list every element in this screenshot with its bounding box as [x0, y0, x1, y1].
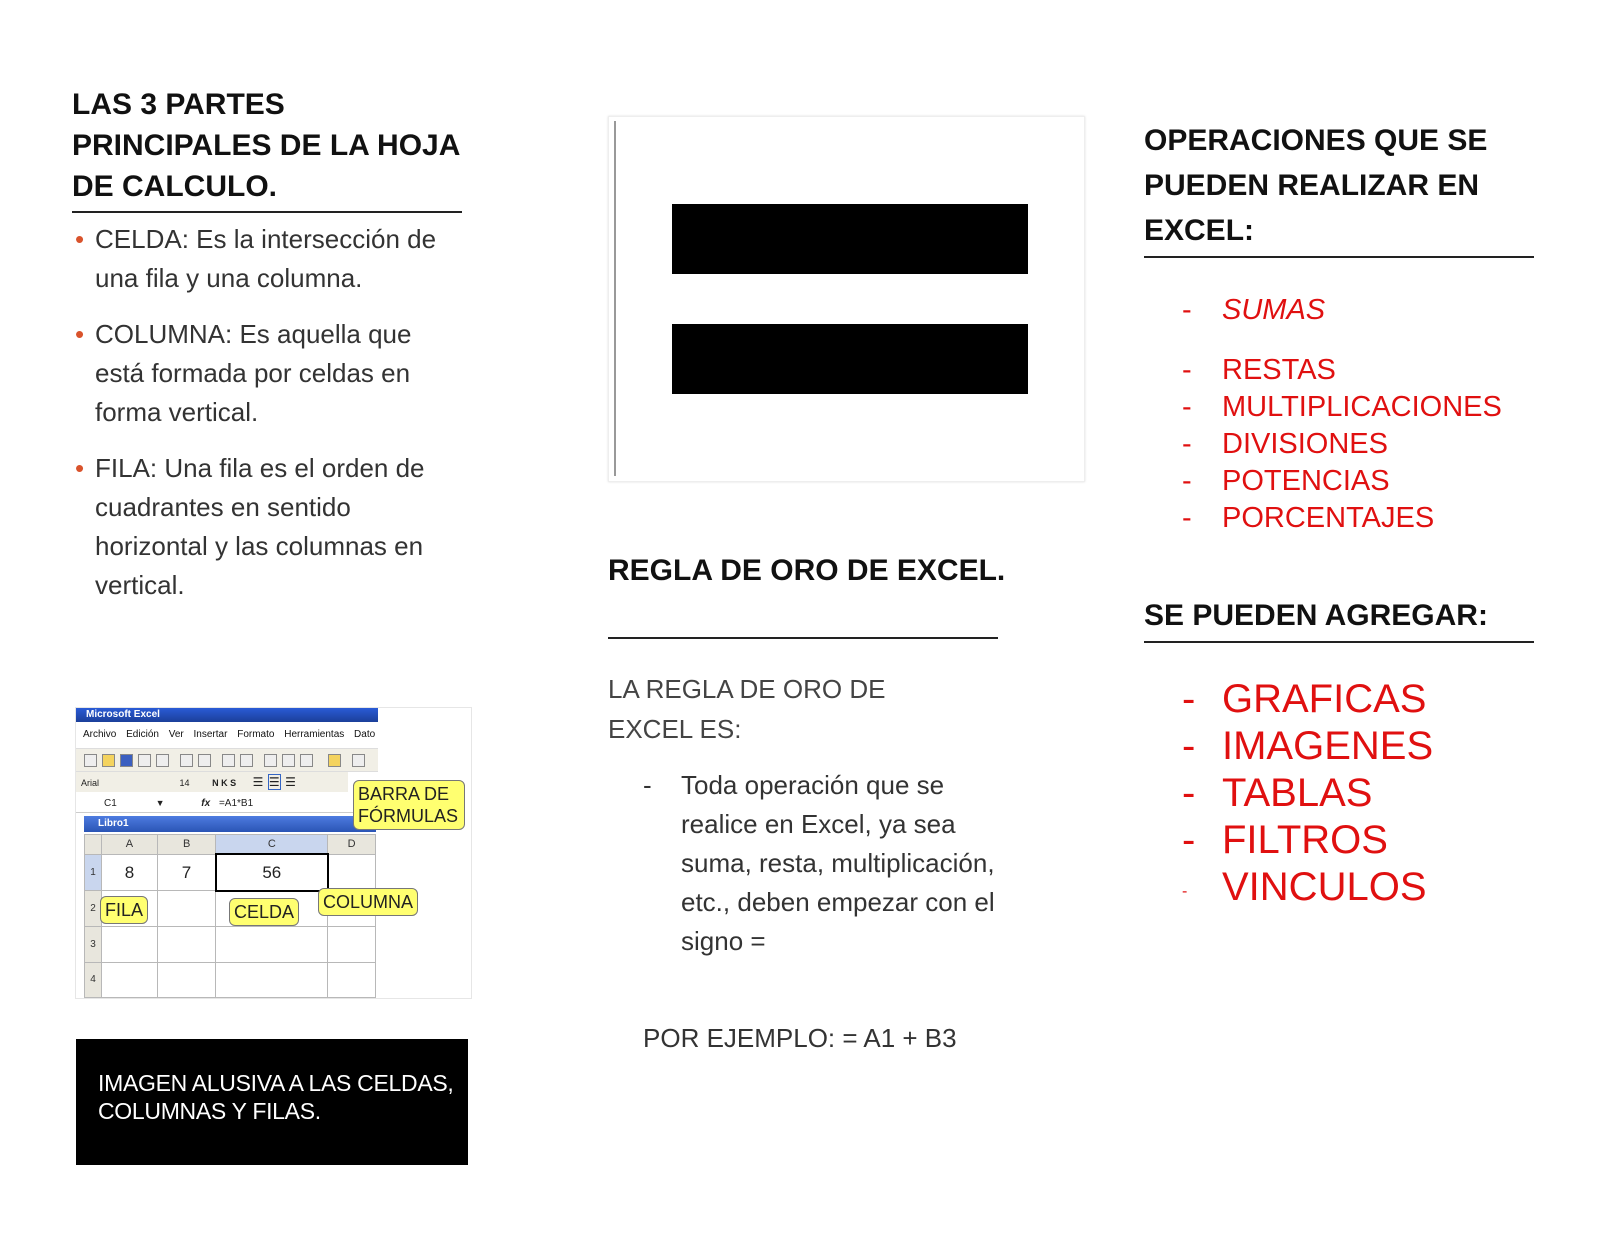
excel-titlebar: Microsoft Excel — [76, 708, 378, 722]
menu-item: Insertar — [193, 729, 228, 740]
callout-cell: CELDA — [229, 898, 299, 926]
operations-list — [1182, 352, 1502, 537]
spelling-icon — [222, 754, 235, 767]
undo-icon — [352, 754, 365, 767]
dash-marker: - — [1182, 465, 1192, 497]
operation-item: RESTAS — [1222, 354, 1336, 386]
golden-rule-intro: LA REGLA DE ORO DE EXCEL ES: — [608, 674, 886, 744]
definition-columna: COLUMNA: Es aquella que está formada por celdas en forma vertical. — [95, 319, 412, 427]
addition-item: GRAFICAS — [1222, 677, 1427, 721]
equals-bar-bottom — [672, 324, 1028, 394]
cell — [328, 927, 376, 962]
dash-marker: - — [1182, 818, 1196, 862]
dash-marker: - — [643, 770, 652, 800]
list-item — [1182, 426, 1502, 463]
cell — [157, 891, 216, 927]
title-underline — [1144, 641, 1534, 643]
list-item — [1182, 389, 1502, 426]
menu-item: Formato — [237, 729, 275, 740]
name-box: C1 — [104, 798, 117, 809]
section-title-parts: LAS 3 PARTES PRINCIPALES DE LA HOJA DE CALCULO. — [72, 88, 460, 203]
list-item — [1182, 500, 1502, 537]
cell-c1-selected: 56 — [216, 854, 328, 890]
email-icon — [156, 754, 169, 767]
section-title-operations: OPERACIONES QUE SE PUEDEN REALIZAR EN EXCEL: — [1144, 124, 1488, 247]
workbook-title: Libro1 — [84, 816, 376, 832]
cell-d1 — [328, 854, 376, 890]
align-center-icon: ☰ — [268, 775, 280, 789]
callout-row: FILA — [100, 896, 148, 924]
equals-bar-top — [672, 204, 1028, 274]
callout-formula-bar: BARRA DE FÓRMULAS — [353, 780, 465, 830]
operation-sumas: SUMAS — [1222, 294, 1326, 326]
cell-a1: 8 — [102, 854, 158, 890]
list-item — [1182, 817, 1433, 864]
image-caption-box — [76, 1039, 468, 1165]
operation-item: POTENCIAS — [1222, 465, 1390, 497]
dash-marker: - — [1182, 677, 1196, 721]
menu-item: Archivo — [83, 729, 117, 740]
list-item — [1182, 290, 1325, 330]
operation-item: MULTIPLICACIONES — [1222, 391, 1502, 423]
corner-header — [85, 835, 102, 855]
list-item — [1182, 723, 1433, 770]
frame-edge — [614, 121, 616, 476]
cut-icon — [264, 754, 277, 767]
operation-item: DIVISIONES — [1222, 428, 1388, 460]
column-header: A — [102, 835, 158, 855]
dash-marker: - — [1182, 771, 1196, 815]
cell — [216, 927, 328, 962]
excel-menubar — [76, 724, 378, 746]
addition-item: TABLAS — [1222, 771, 1373, 815]
section-title-golden-rule: REGLA DE ORO DE EXCEL. — [608, 554, 1006, 587]
format-painter-icon — [328, 754, 341, 767]
list-item — [1182, 770, 1433, 817]
excel-format-bar — [76, 772, 348, 792]
cell-b1: 7 — [157, 854, 216, 890]
dash-marker: - — [1182, 428, 1192, 460]
font-name-box: Arial — [81, 778, 100, 788]
save-icon — [120, 754, 133, 767]
chevron-down-icon: ▼ — [155, 798, 165, 808]
equals-sign-image — [608, 116, 1085, 482]
menu-item: Herramientas — [284, 729, 345, 740]
dash-marker: - — [1182, 354, 1192, 386]
section-title-additions: SE PUEDEN AGREGAR: — [1144, 599, 1488, 632]
bold-italic-underline-buttons: N K S — [212, 778, 237, 788]
bullet-icon: • — [75, 453, 85, 483]
function-icon: fx — [201, 798, 211, 809]
bullet-icon: • — [75, 319, 85, 349]
dash-marker: - — [1182, 391, 1192, 423]
list-item — [1182, 463, 1502, 500]
cell — [157, 962, 216, 997]
dash-marker: - — [1182, 502, 1192, 534]
image-caption: IMAGEN ALUSIVA A LAS CELDAS, COLUMNAS Y FILAS. — [98, 1070, 454, 1124]
menu-item: Edición — [126, 729, 159, 740]
cell — [102, 927, 158, 962]
dash-marker: - — [1182, 294, 1192, 326]
row-header: 4 — [85, 962, 102, 997]
list-item — [75, 220, 465, 298]
open-folder-icon — [102, 754, 115, 767]
menu-item: Dato — [354, 729, 376, 740]
callout-column: COLUMNA — [318, 888, 418, 916]
operations-list — [1182, 290, 1325, 330]
paste-icon — [300, 754, 313, 767]
addition-item: FILTROS — [1222, 818, 1388, 862]
dash-marker: - — [1182, 724, 1196, 768]
additions-list — [1182, 676, 1433, 911]
addition-item: VINCULOS — [1222, 865, 1427, 909]
list-item — [1182, 676, 1433, 723]
title-underline — [1144, 256, 1534, 258]
menu-item: Ver — [168, 729, 184, 740]
new-file-icon — [84, 754, 97, 767]
research-icon — [240, 754, 253, 767]
align-right-icon: ☰ — [285, 775, 296, 789]
cell — [157, 927, 216, 962]
list-item — [75, 449, 465, 605]
list-item — [75, 315, 465, 432]
definition-celda: CELDA: Es la intersección de una fila y una columna. — [95, 224, 437, 293]
permission-icon — [138, 754, 151, 767]
bullet-icon: • — [75, 224, 85, 254]
cell — [216, 962, 328, 997]
font-size-box: 14 — [179, 778, 190, 788]
formula-text: =A1*B1 — [218, 798, 254, 809]
row-header: 3 — [85, 927, 102, 962]
definition-fila: FILA: Una fila es el orden de cuadrantes en sentido horizontal y las columnas en vertical. — [95, 453, 425, 600]
definition-list — [75, 220, 465, 622]
row-header: 2 — [85, 891, 102, 927]
copy-icon — [282, 754, 295, 767]
align-left-icon: ☰ — [252, 775, 264, 789]
operation-item: PORCENTAJES — [1222, 502, 1435, 534]
dash-marker: - — [1182, 883, 1188, 900]
column-header: D — [328, 835, 376, 855]
list-item — [1182, 864, 1433, 911]
cell — [328, 962, 376, 997]
row-header: 1 — [85, 854, 102, 890]
print-icon — [180, 754, 193, 767]
title-underline — [608, 637, 998, 639]
addition-item: IMAGENES — [1222, 724, 1434, 768]
list-item — [1182, 352, 1502, 389]
excel-screenshot-image — [75, 707, 472, 999]
column-header: B — [157, 835, 216, 855]
print-preview-icon — [198, 754, 211, 767]
formula-example: POR EJEMPLO: = A1 + B3 — [643, 1023, 957, 1053]
title-underline — [72, 211, 462, 213]
excel-toolbar — [76, 748, 378, 772]
cell — [102, 962, 158, 997]
excel-formula-bar — [76, 794, 378, 813]
golden-rule-text: Toda operación que se realice en Excel, ya sea suma, resta, multiplicación, etc., deben empezar con el signo = — [681, 770, 995, 956]
column-header: C — [216, 835, 328, 855]
